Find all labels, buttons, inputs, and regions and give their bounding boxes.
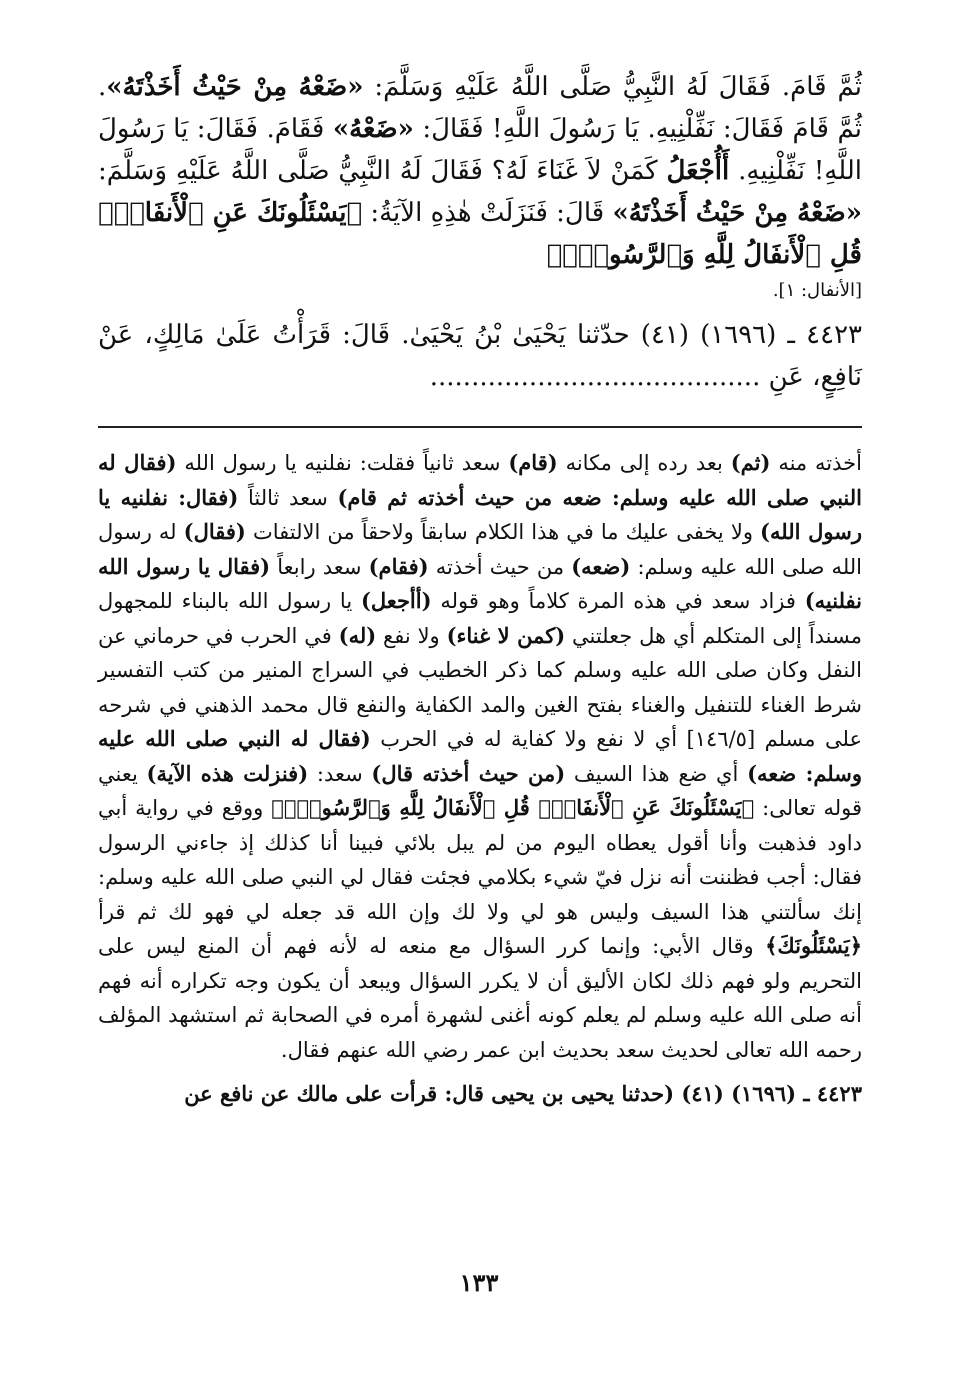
text-segment: فَقَامَ. فَقَالَ: يَا رَسُولَ اللَّهِ! نَفِّلْنِيهِ.: [98, 114, 863, 186]
quran-verse: ﴿يَسْئَلُونَكَ عَنِ ٱلْأَنفَالِۖ قُلِ ٱلْأَنفَالُ لِلَّهِ وَٱلرَّسُولِۖ﴾: [98, 198, 862, 270]
text-segment: ولا يخفى عليك ما في هذا الكلام سابقاً ولاحقاً من الالتفات: [245, 520, 761, 544]
text-segment: ثُمَّ قَامَ. فَقَالَ لَهُ النَّبِيُّ صَلَّى اللَّهُ عَلَيْهِ وَسَلَّمَ:: [363, 72, 862, 102]
hadith-text: [98, 66, 862, 398]
bold-term: (فقال له النبي صلى الله عليه وسلم: ضعه من حيث أخذته ثم قام): [98, 450, 862, 510]
isnad-text: ٤٤٢٣ ـ (١٦٩٦) (٤١) حدّثنا يَحْيَىٰ بْنُ يَحْيَىٰ. قَالَ: قَرَأْتُ عَلَىٰ مَالِكٍ، عَنْ نَافِعٍ، عَنِ: [98, 320, 862, 392]
text-segment: قَالَ: فَنَزَلَتْ هٰذِهِ الآيَةُ:: [362, 198, 613, 228]
bold-term: (فقال): [183, 519, 246, 544]
text-segment: سعد ثانياً فقلت: نفلنيه يا رسول الله: [176, 451, 509, 475]
text-segment: . ثُمَّ قَامَ فَقَالَ: نَفِّلْنِيهِ. يَا رَسُولَ اللَّهِ! فَقَالَ:: [98, 72, 862, 144]
bold-term: (فقال: نفلنيه يا رسول الله): [98, 484, 862, 544]
text-segment: ووقع في رواية أبي داود فذهبت وأنا أقول يعطاه اليوم من لم يبل بلائي فبينا أنا كذلك إذ جاءني الرسول فقال: أجب فظننت أنه نزل فيّ شيء بكلامي فجئت فقال لي النبي صلى الله عليه وسلم: إنك سألتني هذا السيف وليس هو لي ولا لك وإن الله قد جعله لي فهو لك ثم قرأ: [98, 796, 862, 924]
quran-verse: ﴿يَسْئَلُونَكَ عَنِ ٱلْأَنفَالِۖ قُلِ ٱلْأَنفَالُ لِلَّهِ وَٱلرَّسُولِۖ﴾: [271, 795, 755, 820]
page-number: ١٣٣: [459, 1268, 499, 1297]
bold-term: (أأجعل): [360, 588, 432, 613]
bold-term: (ضعه): [571, 553, 631, 579]
text-segment: سعد رابعاً: [270, 554, 369, 579]
quran-verse: ﴿يَسْئَلُونَكَ﴾: [765, 933, 862, 958]
text-segment: سعد:: [308, 761, 372, 786]
prophet-quote: «ضَعْهُ»: [332, 114, 414, 144]
bold-term: (فقال له النبي صلى الله عليه وسلم: ضعه): [98, 726, 862, 786]
text-segment: بعد رده إلى مكانه: [557, 451, 731, 475]
bold-term: (ثم): [730, 450, 771, 475]
text-segment: في الحرب في حرماني عن النفل وكان صلى الله عليه وسلم كما ذكر الخطيب في السراج المنير من كتب التفسير شرط الغناء للتنفيل والغناء بفتح الغين والمد الكفاية والنفع قال محمد الذهني في شرحه على مسلم [١٤٦/٥] أي لا نفع ولا كفاية له في الحرب: [98, 623, 862, 751]
text-segment: وقال الأبي: وإنما كرر السؤال مع منعه له لأنه فهم أن المنع ليس على التحريم ولو فهم ذلك لكان الأليق أن لا يكرر السؤال ويبعد أن يكون وجه تكراره أنه فهم أنه صلى الله عليه وسلم لم يعلم كونه أغنى لشهرة أمره في الصحابة ثم استشهد المؤلف رحمه الله تعالى لحديث سعد بحديث ابن عمر رضي الله عنهم فقال.: [98, 934, 862, 1062]
text-segment: له رسول الله صلى الله عليه وسلم:: [98, 520, 863, 579]
prophet-quote: «ضَعْهُ مِنْ حَيْثُ أَخَذْتَهُ»: [106, 72, 364, 102]
bold-term: (فنزلت هذه الآية): [146, 760, 309, 786]
book-page: [98, 66, 862, 1112]
text-segment: أخذته منه: [770, 451, 862, 475]
text-segment: من حيث أخذته: [428, 554, 572, 579]
hadith-isnad: [98, 314, 862, 398]
text-segment: أي ضع هذا السيف: [565, 761, 748, 786]
bold-term: (فقال يا رسول الله نفلنيه): [98, 553, 862, 613]
commentary-text: [98, 446, 862, 1112]
bold-term: (له): [338, 622, 377, 648]
verse-reference: [الأنفال: ١].: [772, 280, 862, 301]
bold-term: (قام): [508, 450, 558, 475]
commentary-paragraph: [98, 446, 862, 1067]
ellipsis-dots: ........................................: [429, 362, 769, 392]
text-segment: فزاد سعد في هذه المرة كلاماً وهو قوله: [431, 589, 805, 613]
text-segment: سعد ثالثاً: [238, 485, 338, 510]
prophet-quote: «ضَعْهُ مِنْ حَيْثُ أَخَذْتَهُ»: [612, 198, 862, 228]
text-segment: يا رسول الله بالبناء للمجهول مسنداً إلى المتكلم أي هل جعلتني: [98, 589, 862, 648]
text-segment: يعني قوله تعالى:: [98, 761, 862, 820]
bold-term: (من حيث أخذته قال): [371, 760, 566, 786]
bold-term: (فقام): [368, 553, 429, 579]
text-segment: ولا نفع: [376, 623, 447, 648]
text-segment: أَأُجْعَلُ: [666, 156, 730, 186]
next-hadith-isnad: ٤٤٢٣ ـ (١٦٩٦) (٤١) (حدثنا يحيى بن يحيى قال: قرأت على مالك عن نافع عن: [184, 1081, 862, 1106]
footnote-divider: [98, 426, 862, 428]
hadith-paragraph: [98, 66, 862, 276]
bold-term: (كمن لا غناء): [446, 622, 566, 648]
text-segment: كَمَنْ لاَ غَنَاءَ لَهُ؟ فَقَالَ لَهُ النَّبِيُّ صَلَّى اللَّهُ عَلَيْهِ وَسَلَّمَ:: [98, 156, 667, 186]
